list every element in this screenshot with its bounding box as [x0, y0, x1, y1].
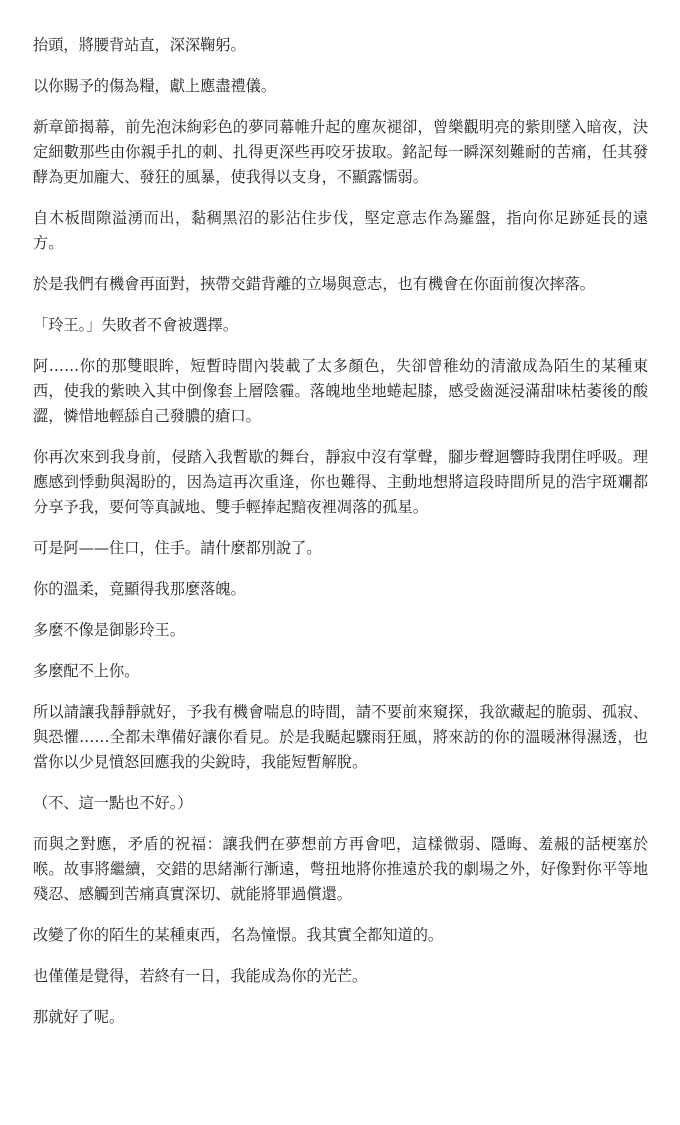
paragraph: 所以請讓我靜靜就好，予我有機會喘息的時間，請不要前來窺探，我欲藏起的脆弱、孤寂、與恐懼……全都未準備好讓你看見。於是我颳起驟雨狂風，將來訪的你的溫暖淋得濕透，也當你以少見憤怒回應我的尖銳時，我能短暫解脫。 — [33, 703, 648, 771]
paragraph: 改變了你的陌生的某種東西，名為憧憬。我其實全都知道的。 — [33, 926, 444, 944]
paragraph: 以你賜予的傷為糧，獻上應盡禮儀。 — [33, 77, 276, 95]
paragraph: 你的溫柔，竟顯得我那麼落魄。 — [33, 580, 246, 598]
paragraph: 也僅僅是覺得，若終有一日，我能成為你的光芒。 — [33, 967, 368, 985]
paragraph: 你再次來到我身前，侵踏入我暫歇的舞台，靜寂中沒有掌聲，腳步聲迴響時我閉住呼吸。理應感到悸動與渴盼的，因為這再次重逢，你也難得、主動地想將這段時間所見的浩宇斑斕都分享予我，要何等真誠地、雙手輕捧起黯夜裡凋落的孤星。 — [33, 448, 648, 516]
paragraph: 新章節揭幕，前先泡沫絢彩色的夢同幕帷升起的塵灰褪卻，曾樂觀明亮的紫則墜入暗夜，決定細數那些由你親手扎的刺、扎得更深些再咬牙拔取。銘記每一瞬深刻難耐的苦痛，任其發酵為更加龐大、發狂的風暴，使我得以支身，不顯露懦弱。 — [33, 118, 648, 186]
paragraph: 自木板間隙溢湧而出，黏稠黑沼的影沾住步伐，堅定意志作為羅盤，指向你足跡延長的遠方。 — [33, 209, 648, 252]
paragraph: 多麼不像是御影玲王。 — [33, 621, 185, 639]
paragraph: 於是我們有機會再面對，挾帶交錯背離的立場與意志，也有機會在你面前復次摔落。 — [33, 275, 595, 293]
paragraph: 而與之對應，矛盾的祝福：讓我們在夢想前方再會吧，這樣微弱、隱晦、羞赧的話梗塞於喉。故事將繼續，交錯的思緒漸行漸遠，彆扭地將你推遠於我的劇場之外，好像對你平等地殘忍、感觸到苦痛真實深切、就能將罪過償還。 — [33, 835, 648, 903]
paragraph: 阿……你的那雙眼眸，短暫時間內裝載了太多顏色，失卻曾稚幼的清澈成為陌生的某種東西，使我的紫映入其中倒像套上層陰霾。落魄地坐地蜷起膝，感受齒涎浸滿甜味枯萎後的酸澀，憐惜地輕舔自己發膿的瘡口。 — [33, 357, 648, 425]
paragraph: （不、這一點也不好。） — [33, 794, 193, 812]
paragraph: 抬頭，將腰背站直，深深鞠躬。 — [33, 36, 246, 54]
paragraph: 那就好了呢。 — [33, 1008, 125, 1026]
paragraph: 多麼配不上你。 — [33, 662, 140, 680]
article-body — [33, 33, 648, 1046]
paragraph: 「玲王。」失敗者不會被選擇。 — [33, 316, 239, 334]
paragraph: 可是阿——住口，住手。請什麼都別說了。 — [33, 539, 322, 557]
